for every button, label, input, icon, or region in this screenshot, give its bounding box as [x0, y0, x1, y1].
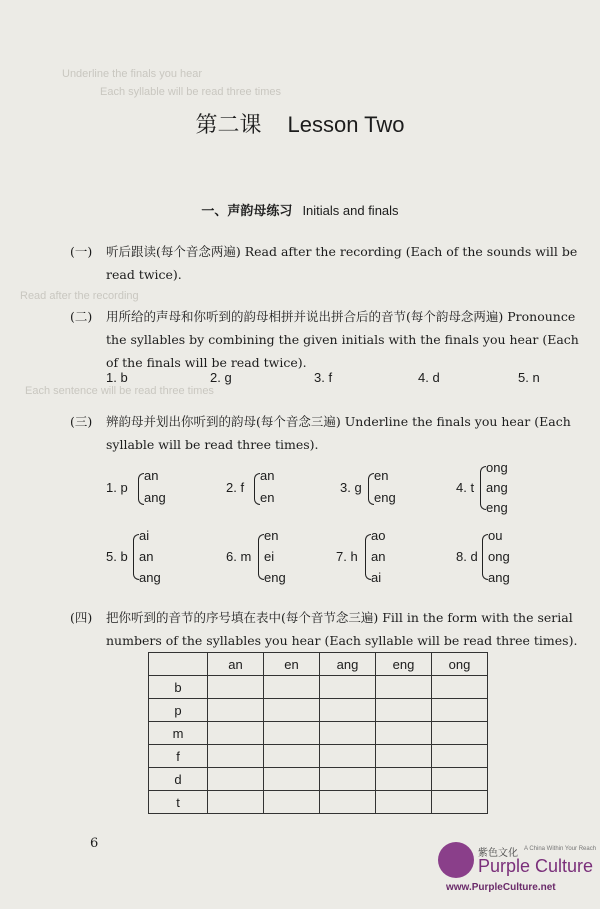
answer-cell[interactable]	[320, 676, 376, 699]
group-label: 7. h	[336, 549, 358, 564]
exercise-1	[70, 240, 590, 286]
exercise-instructions: 辨韵母并划出你听到的韵母(每个音念三遍) Underline the finals you hear (Each syllable will be read three times).	[106, 414, 571, 452]
final-option[interactable]: eng	[264, 570, 286, 585]
final-option[interactable]: an	[139, 549, 154, 564]
logo-cn-text: 紫色文化	[478, 848, 518, 859]
answer-cell[interactable]	[432, 676, 488, 699]
bleed-through-text: Each syllable will be read three times	[100, 86, 281, 98]
bleed-through-text: Each sentence will be read three times	[25, 385, 214, 397]
initial-item: 1. b	[106, 370, 128, 385]
group-label: 6. m	[226, 549, 252, 564]
final-option[interactable]: an	[371, 549, 386, 564]
final-option[interactable]: eng	[486, 500, 508, 515]
section-heading	[0, 200, 600, 219]
column-header: ang	[320, 653, 376, 676]
answer-cell[interactable]	[264, 768, 320, 791]
exercise-number: (二)	[70, 309, 93, 324]
purple-culture-logo[interactable]	[438, 842, 597, 896]
final-option[interactable]: ang	[144, 490, 166, 505]
final-option[interactable]: ou	[488, 528, 503, 543]
row-header: b	[149, 676, 208, 699]
table-row	[149, 768, 488, 791]
initial-item: 5. n	[518, 370, 540, 385]
answer-cell[interactable]	[432, 699, 488, 722]
answer-cell[interactable]	[432, 791, 488, 814]
answer-cell[interactable]	[320, 699, 376, 722]
answer-cell[interactable]	[376, 676, 432, 699]
group-label: 1. p	[106, 480, 128, 495]
final-option[interactable]: an	[144, 468, 159, 483]
table-row	[149, 676, 488, 699]
answer-cell[interactable]	[320, 722, 376, 745]
answer-cell[interactable]	[376, 768, 432, 791]
final-option[interactable]: ai	[371, 570, 382, 585]
final-option[interactable]: an	[260, 468, 275, 483]
row-header: f	[149, 745, 208, 768]
table-header-row	[149, 653, 488, 676]
group-label: 3. g	[340, 480, 362, 495]
initial-item: 3. f	[314, 370, 333, 385]
final-option[interactable]: en	[264, 528, 279, 543]
final-option[interactable]: ong	[488, 549, 510, 564]
column-header: an	[208, 653, 264, 676]
row-header: m	[149, 722, 208, 745]
exercise-3	[70, 410, 590, 456]
lesson-title-en: Lesson Two	[287, 112, 405, 137]
answer-cell[interactable]	[376, 791, 432, 814]
section-heading-en: Initials and finals	[302, 203, 399, 218]
answer-cell[interactable]	[376, 745, 432, 768]
lesson-title-cn: 第二课	[195, 113, 262, 138]
answer-cell[interactable]	[264, 791, 320, 814]
final-option[interactable]: ang	[486, 480, 508, 495]
row-header: d	[149, 768, 208, 791]
answer-cell[interactable]	[208, 676, 264, 699]
exercise-instructions: 用所给的声母和你听到的韵母相拼并说出拼合后的音节(每个韵母念两遍) Pronounce the syllables by combining the given initials with the finals you hear (Each of the finals will be read twice).	[106, 309, 579, 370]
answer-cell[interactable]	[208, 791, 264, 814]
exercise-2	[70, 305, 590, 374]
final-option[interactable]: ai	[139, 528, 150, 543]
answer-cell[interactable]	[432, 768, 488, 791]
answer-cell[interactable]	[432, 745, 488, 768]
group-label: 2. f	[226, 480, 245, 495]
final-option[interactable]: en	[374, 468, 389, 483]
initial-item: 2. g	[210, 370, 232, 385]
row-header: t	[149, 791, 208, 814]
answer-cell[interactable]	[320, 791, 376, 814]
initial-item: 4. d	[418, 370, 440, 385]
exercise-4	[70, 606, 590, 652]
answer-cell[interactable]	[320, 768, 376, 791]
logo-url[interactable]: www.PurpleCulture.net	[446, 882, 556, 893]
syllable-form-table	[148, 652, 488, 814]
final-option[interactable]: ong	[486, 460, 508, 475]
exercise-number: (四)	[70, 610, 93, 625]
final-option[interactable]: ao	[371, 528, 386, 543]
logo-brand: Purple Culture	[478, 856, 594, 876]
answer-cell[interactable]	[376, 699, 432, 722]
answer-cell[interactable]	[208, 745, 264, 768]
group-label: 4. t	[456, 480, 475, 495]
table-row	[149, 745, 488, 768]
final-option[interactable]: ei	[264, 549, 275, 564]
answer-cell[interactable]	[264, 745, 320, 768]
answer-cell[interactable]	[208, 768, 264, 791]
bleed-through-text: Underline the finals you hear	[62, 68, 203, 80]
exercise-number: (一)	[70, 244, 93, 259]
exercise-instructions: 把你听到的音节的序号填在表中(每个音节念三遍) Fill in the form with the serial numbers of the syllables you hear (Each syllable will be read three times).	[106, 610, 578, 648]
final-option[interactable]: eng	[374, 490, 396, 505]
exercise-number: (三)	[70, 414, 93, 429]
answer-cell[interactable]	[264, 722, 320, 745]
table-row	[149, 722, 488, 745]
bleed-through-text: Read after the recording	[20, 290, 139, 302]
page-number: 6	[90, 836, 99, 851]
group-label: 8. d	[456, 549, 478, 564]
answer-cell[interactable]	[208, 722, 264, 745]
final-option[interactable]: ang	[488, 570, 510, 585]
table-corner-cell	[149, 653, 208, 676]
answer-cell[interactable]	[376, 722, 432, 745]
answer-cell[interactable]	[320, 745, 376, 768]
answer-cell[interactable]	[208, 699, 264, 722]
column-header: ong	[432, 653, 488, 676]
exercise-instructions: 听后跟读(每个音念两遍) Read after the recording (Each of the sounds will be read twice).	[106, 244, 578, 282]
logo-tagline: A China Within Your Reach	[524, 846, 597, 852]
row-header: p	[149, 699, 208, 722]
section-heading-cn: 一、声韵母练习	[201, 204, 293, 219]
final-option[interactable]: en	[260, 490, 275, 505]
logo-icon	[438, 842, 474, 878]
answer-cell[interactable]	[264, 699, 320, 722]
column-header: en	[264, 653, 320, 676]
answer-cell[interactable]	[432, 722, 488, 745]
table-row	[149, 699, 488, 722]
column-header: eng	[376, 653, 432, 676]
table-row	[149, 791, 488, 814]
answer-cell[interactable]	[264, 676, 320, 699]
final-option[interactable]: ang	[139, 570, 161, 585]
group-label: 5. b	[106, 549, 128, 564]
lesson-title	[0, 108, 600, 139]
